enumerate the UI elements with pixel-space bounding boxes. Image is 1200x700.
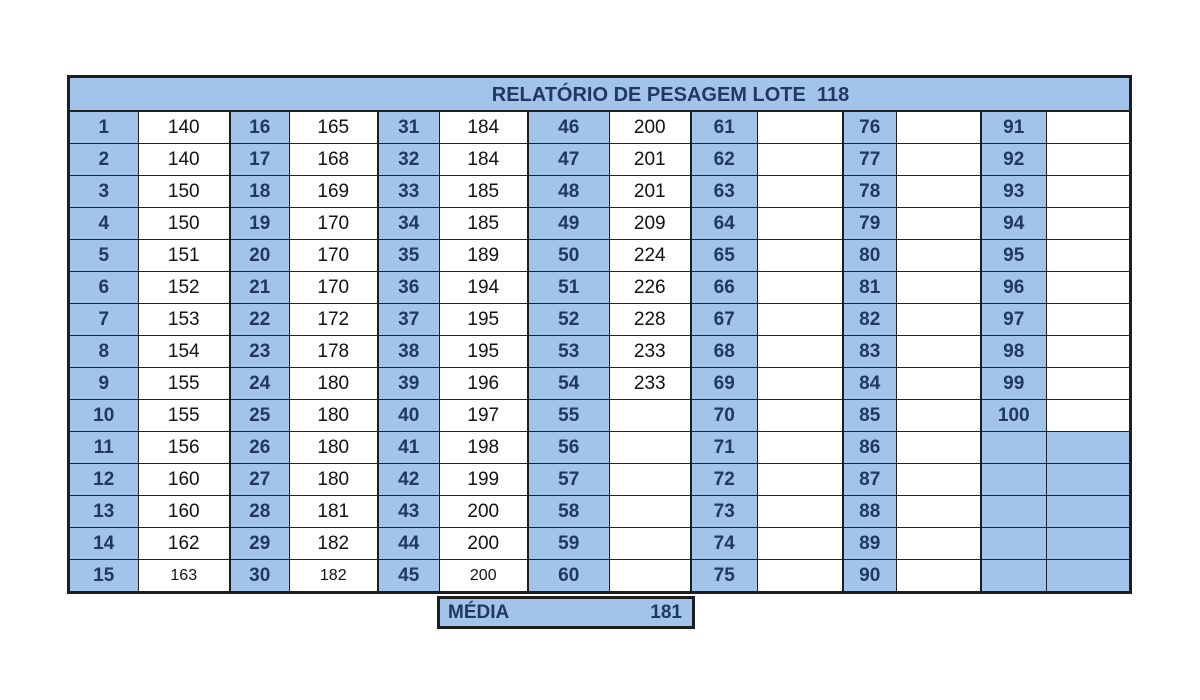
animal-number: 16 bbox=[230, 112, 289, 144]
weight-cell: 182 bbox=[289, 560, 378, 592]
animal-number: 55 bbox=[528, 400, 609, 432]
weight-cell bbox=[896, 304, 981, 336]
weight-cell: 156 bbox=[138, 432, 230, 464]
animal-number: 48 bbox=[528, 176, 609, 208]
table-row bbox=[70, 112, 1129, 144]
animal-number: 12 bbox=[70, 464, 138, 496]
weight-cell bbox=[757, 304, 843, 336]
weight-cell: 155 bbox=[138, 400, 230, 432]
weight-cell: 168 bbox=[289, 144, 378, 176]
weight-cell bbox=[1046, 112, 1129, 144]
animal-number: 18 bbox=[230, 176, 289, 208]
animal-number: 81 bbox=[843, 272, 896, 304]
table-row bbox=[70, 528, 1129, 560]
weight-cell: 162 bbox=[138, 528, 230, 560]
weight-cell bbox=[1046, 272, 1129, 304]
weight-cell: 152 bbox=[138, 272, 230, 304]
weight-cell: 228 bbox=[609, 304, 691, 336]
weight-cell bbox=[609, 464, 691, 496]
weight-cell: 178 bbox=[289, 336, 378, 368]
table-row bbox=[70, 272, 1129, 304]
weight-cell: 172 bbox=[289, 304, 378, 336]
animal-number: 78 bbox=[843, 176, 896, 208]
animal-number: 97 bbox=[981, 304, 1046, 336]
table-row bbox=[70, 304, 1129, 336]
animal-number: 79 bbox=[843, 208, 896, 240]
weight-cell bbox=[1046, 304, 1129, 336]
weight-cell: 154 bbox=[138, 336, 230, 368]
weight-cell: 163 bbox=[138, 560, 230, 592]
weight-cell: 196 bbox=[439, 368, 528, 400]
animal-number: 82 bbox=[843, 304, 896, 336]
animal-number: 52 bbox=[528, 304, 609, 336]
animal-number: 5 bbox=[70, 240, 138, 272]
weight-cell bbox=[896, 112, 981, 144]
animal-number: 96 bbox=[981, 272, 1046, 304]
animal-number: 31 bbox=[378, 112, 439, 144]
weighing-report-table bbox=[67, 75, 1132, 594]
report-title: RELATÓRIO DE PESAGEM LOTE 118 bbox=[70, 78, 1129, 112]
weight-cell: 224 bbox=[609, 240, 691, 272]
weight-cell: 150 bbox=[138, 208, 230, 240]
weight-cell: 160 bbox=[138, 496, 230, 528]
animal-number: 30 bbox=[230, 560, 289, 592]
average-summary bbox=[437, 596, 695, 629]
animal-number: 93 bbox=[981, 176, 1046, 208]
weight-cell: 169 bbox=[289, 176, 378, 208]
weight-cell: 165 bbox=[289, 112, 378, 144]
animal-number: 7 bbox=[70, 304, 138, 336]
weight-cell: 150 bbox=[138, 176, 230, 208]
animal-number: 6 bbox=[70, 272, 138, 304]
animal-number: 4 bbox=[70, 208, 138, 240]
animal-number: 68 bbox=[691, 336, 757, 368]
weights-grid bbox=[70, 112, 1129, 591]
animal-number: 37 bbox=[378, 304, 439, 336]
animal-number: 22 bbox=[230, 304, 289, 336]
animal-number: 88 bbox=[843, 496, 896, 528]
animal-number: 33 bbox=[378, 176, 439, 208]
animal-number: 44 bbox=[378, 528, 439, 560]
animal-number: 26 bbox=[230, 432, 289, 464]
animal-number: 27 bbox=[230, 464, 289, 496]
weight-cell bbox=[1046, 240, 1129, 272]
animal-number: 24 bbox=[230, 368, 289, 400]
animal-number: 15 bbox=[70, 560, 138, 592]
animal-number: 98 bbox=[981, 336, 1046, 368]
weight-cell bbox=[1046, 464, 1129, 496]
animal-number: 77 bbox=[843, 144, 896, 176]
animal-number: 41 bbox=[378, 432, 439, 464]
animal-number: 3 bbox=[70, 176, 138, 208]
weight-cell: 189 bbox=[439, 240, 528, 272]
animal-number: 20 bbox=[230, 240, 289, 272]
weight-cell bbox=[609, 400, 691, 432]
weight-cell bbox=[609, 432, 691, 464]
animal-number: 45 bbox=[378, 560, 439, 592]
weight-cell bbox=[609, 496, 691, 528]
animal-number: 53 bbox=[528, 336, 609, 368]
animal-number: 42 bbox=[378, 464, 439, 496]
table-row bbox=[70, 208, 1129, 240]
animal-number: 38 bbox=[378, 336, 439, 368]
weight-cell bbox=[1046, 176, 1129, 208]
table-row bbox=[70, 464, 1129, 496]
animal-number: 60 bbox=[528, 560, 609, 592]
weight-cell: 153 bbox=[138, 304, 230, 336]
animal-number: 47 bbox=[528, 144, 609, 176]
weight-cell bbox=[1046, 368, 1129, 400]
animal-number: 87 bbox=[843, 464, 896, 496]
weight-cell: 201 bbox=[609, 176, 691, 208]
animal-number bbox=[981, 560, 1046, 592]
weight-cell bbox=[896, 432, 981, 464]
weight-cell: 170 bbox=[289, 240, 378, 272]
weight-cell bbox=[757, 144, 843, 176]
weight-cell: 200 bbox=[439, 496, 528, 528]
weight-cell: 170 bbox=[289, 272, 378, 304]
weight-cell bbox=[1046, 208, 1129, 240]
animal-number: 49 bbox=[528, 208, 609, 240]
weight-cell: 197 bbox=[439, 400, 528, 432]
weight-cell: 185 bbox=[439, 176, 528, 208]
animal-number: 11 bbox=[70, 432, 138, 464]
table-row bbox=[70, 560, 1129, 592]
animal-number: 94 bbox=[981, 208, 1046, 240]
animal-number: 84 bbox=[843, 368, 896, 400]
animal-number: 9 bbox=[70, 368, 138, 400]
animal-number: 65 bbox=[691, 240, 757, 272]
animal-number: 80 bbox=[843, 240, 896, 272]
weight-cell bbox=[1046, 560, 1129, 592]
animal-number: 73 bbox=[691, 496, 757, 528]
animal-number: 76 bbox=[843, 112, 896, 144]
weight-cell: 140 bbox=[138, 112, 230, 144]
weight-cell: 182 bbox=[289, 528, 378, 560]
weight-cell bbox=[757, 560, 843, 592]
weight-cell bbox=[757, 464, 843, 496]
table-row bbox=[70, 496, 1129, 528]
animal-number: 43 bbox=[378, 496, 439, 528]
weight-cell: 195 bbox=[439, 304, 528, 336]
weight-cell bbox=[757, 528, 843, 560]
animal-number: 46 bbox=[528, 112, 609, 144]
weight-cell: 200 bbox=[439, 528, 528, 560]
animal-number: 89 bbox=[843, 528, 896, 560]
animal-number: 51 bbox=[528, 272, 609, 304]
weight-cell bbox=[757, 432, 843, 464]
animal-number: 74 bbox=[691, 528, 757, 560]
weight-cell: 160 bbox=[138, 464, 230, 496]
weight-cell: 209 bbox=[609, 208, 691, 240]
weight-cell bbox=[896, 336, 981, 368]
weight-cell bbox=[1046, 528, 1129, 560]
animal-number: 61 bbox=[691, 112, 757, 144]
weight-cell bbox=[1046, 496, 1129, 528]
animal-number: 25 bbox=[230, 400, 289, 432]
weight-cell: 198 bbox=[439, 432, 528, 464]
weight-cell: 151 bbox=[138, 240, 230, 272]
weight-cell bbox=[896, 176, 981, 208]
weight-cell bbox=[1046, 432, 1129, 464]
animal-number: 69 bbox=[691, 368, 757, 400]
table-row bbox=[70, 336, 1129, 368]
weight-cell: 184 bbox=[439, 144, 528, 176]
weight-cell: 180 bbox=[289, 432, 378, 464]
weight-cell bbox=[757, 368, 843, 400]
animal-number: 83 bbox=[843, 336, 896, 368]
animal-number: 64 bbox=[691, 208, 757, 240]
weight-cell bbox=[757, 112, 843, 144]
animal-number: 13 bbox=[70, 496, 138, 528]
weight-cell bbox=[896, 272, 981, 304]
weight-cell: 233 bbox=[609, 336, 691, 368]
weight-cell bbox=[609, 560, 691, 592]
weight-cell: 200 bbox=[439, 560, 528, 592]
animal-number: 62 bbox=[691, 144, 757, 176]
animal-number: 2 bbox=[70, 144, 138, 176]
animal-number: 14 bbox=[70, 528, 138, 560]
weight-cell: 180 bbox=[289, 464, 378, 496]
table-row bbox=[70, 144, 1129, 176]
weight-cell: 170 bbox=[289, 208, 378, 240]
weight-cell: 180 bbox=[289, 400, 378, 432]
animal-number bbox=[981, 432, 1046, 464]
animal-number: 17 bbox=[230, 144, 289, 176]
animal-number: 34 bbox=[378, 208, 439, 240]
animal-number: 32 bbox=[378, 144, 439, 176]
animal-number: 63 bbox=[691, 176, 757, 208]
weight-cell bbox=[896, 240, 981, 272]
weight-cell bbox=[896, 144, 981, 176]
animal-number: 8 bbox=[70, 336, 138, 368]
animal-number bbox=[981, 528, 1046, 560]
weight-cell: 140 bbox=[138, 144, 230, 176]
average-value: 181 bbox=[650, 602, 682, 623]
weight-cell: 199 bbox=[439, 464, 528, 496]
table-row bbox=[70, 368, 1129, 400]
weight-cell bbox=[757, 400, 843, 432]
weight-cell: 195 bbox=[439, 336, 528, 368]
animal-number: 75 bbox=[691, 560, 757, 592]
animal-number: 1 bbox=[70, 112, 138, 144]
animal-number: 59 bbox=[528, 528, 609, 560]
animal-number: 90 bbox=[843, 560, 896, 592]
weight-cell: 201 bbox=[609, 144, 691, 176]
animal-number: 23 bbox=[230, 336, 289, 368]
animal-number: 40 bbox=[378, 400, 439, 432]
weight-cell bbox=[757, 336, 843, 368]
weight-cell bbox=[1046, 336, 1129, 368]
animal-number: 21 bbox=[230, 272, 289, 304]
animal-number: 35 bbox=[378, 240, 439, 272]
table-row bbox=[70, 400, 1129, 432]
animal-number: 39 bbox=[378, 368, 439, 400]
weight-cell bbox=[757, 240, 843, 272]
weight-cell: 185 bbox=[439, 208, 528, 240]
animal-number: 10 bbox=[70, 400, 138, 432]
average-label: MÉDIA bbox=[448, 602, 510, 623]
animal-number: 85 bbox=[843, 400, 896, 432]
weight-cell bbox=[609, 528, 691, 560]
animal-number: 100 bbox=[981, 400, 1046, 432]
animal-number: 86 bbox=[843, 432, 896, 464]
weight-cell bbox=[757, 208, 843, 240]
animal-number: 71 bbox=[691, 432, 757, 464]
weight-cell bbox=[757, 272, 843, 304]
animal-number: 19 bbox=[230, 208, 289, 240]
weight-cell bbox=[896, 368, 981, 400]
weight-cell: 155 bbox=[138, 368, 230, 400]
animal-number: 54 bbox=[528, 368, 609, 400]
animal-number bbox=[981, 496, 1046, 528]
weight-cell bbox=[896, 528, 981, 560]
weight-cell bbox=[896, 464, 981, 496]
weight-cell: 181 bbox=[289, 496, 378, 528]
weight-cell bbox=[896, 400, 981, 432]
animal-number: 72 bbox=[691, 464, 757, 496]
animal-number: 29 bbox=[230, 528, 289, 560]
weight-cell bbox=[1046, 400, 1129, 432]
weight-cell: 184 bbox=[439, 112, 528, 144]
animal-number: 92 bbox=[981, 144, 1046, 176]
animal-number bbox=[981, 464, 1046, 496]
animal-number: 58 bbox=[528, 496, 609, 528]
animal-number: 70 bbox=[691, 400, 757, 432]
weight-cell bbox=[896, 208, 981, 240]
animal-number: 99 bbox=[981, 368, 1046, 400]
table-row bbox=[70, 432, 1129, 464]
weight-cell: 180 bbox=[289, 368, 378, 400]
table-row bbox=[70, 240, 1129, 272]
animal-number: 66 bbox=[691, 272, 757, 304]
weight-cell: 233 bbox=[609, 368, 691, 400]
animal-number: 50 bbox=[528, 240, 609, 272]
animal-number: 95 bbox=[981, 240, 1046, 272]
weight-cell: 226 bbox=[609, 272, 691, 304]
animal-number: 67 bbox=[691, 304, 757, 336]
weight-cell: 194 bbox=[439, 272, 528, 304]
weight-cell bbox=[757, 496, 843, 528]
animal-number: 56 bbox=[528, 432, 609, 464]
animal-number: 28 bbox=[230, 496, 289, 528]
animal-number: 36 bbox=[378, 272, 439, 304]
weight-cell bbox=[1046, 144, 1129, 176]
table-row bbox=[70, 176, 1129, 208]
weight-cell bbox=[896, 496, 981, 528]
weight-cell bbox=[896, 560, 981, 592]
weight-cell bbox=[757, 176, 843, 208]
animal-number: 57 bbox=[528, 464, 609, 496]
animal-number: 91 bbox=[981, 112, 1046, 144]
weight-cell: 200 bbox=[609, 112, 691, 144]
